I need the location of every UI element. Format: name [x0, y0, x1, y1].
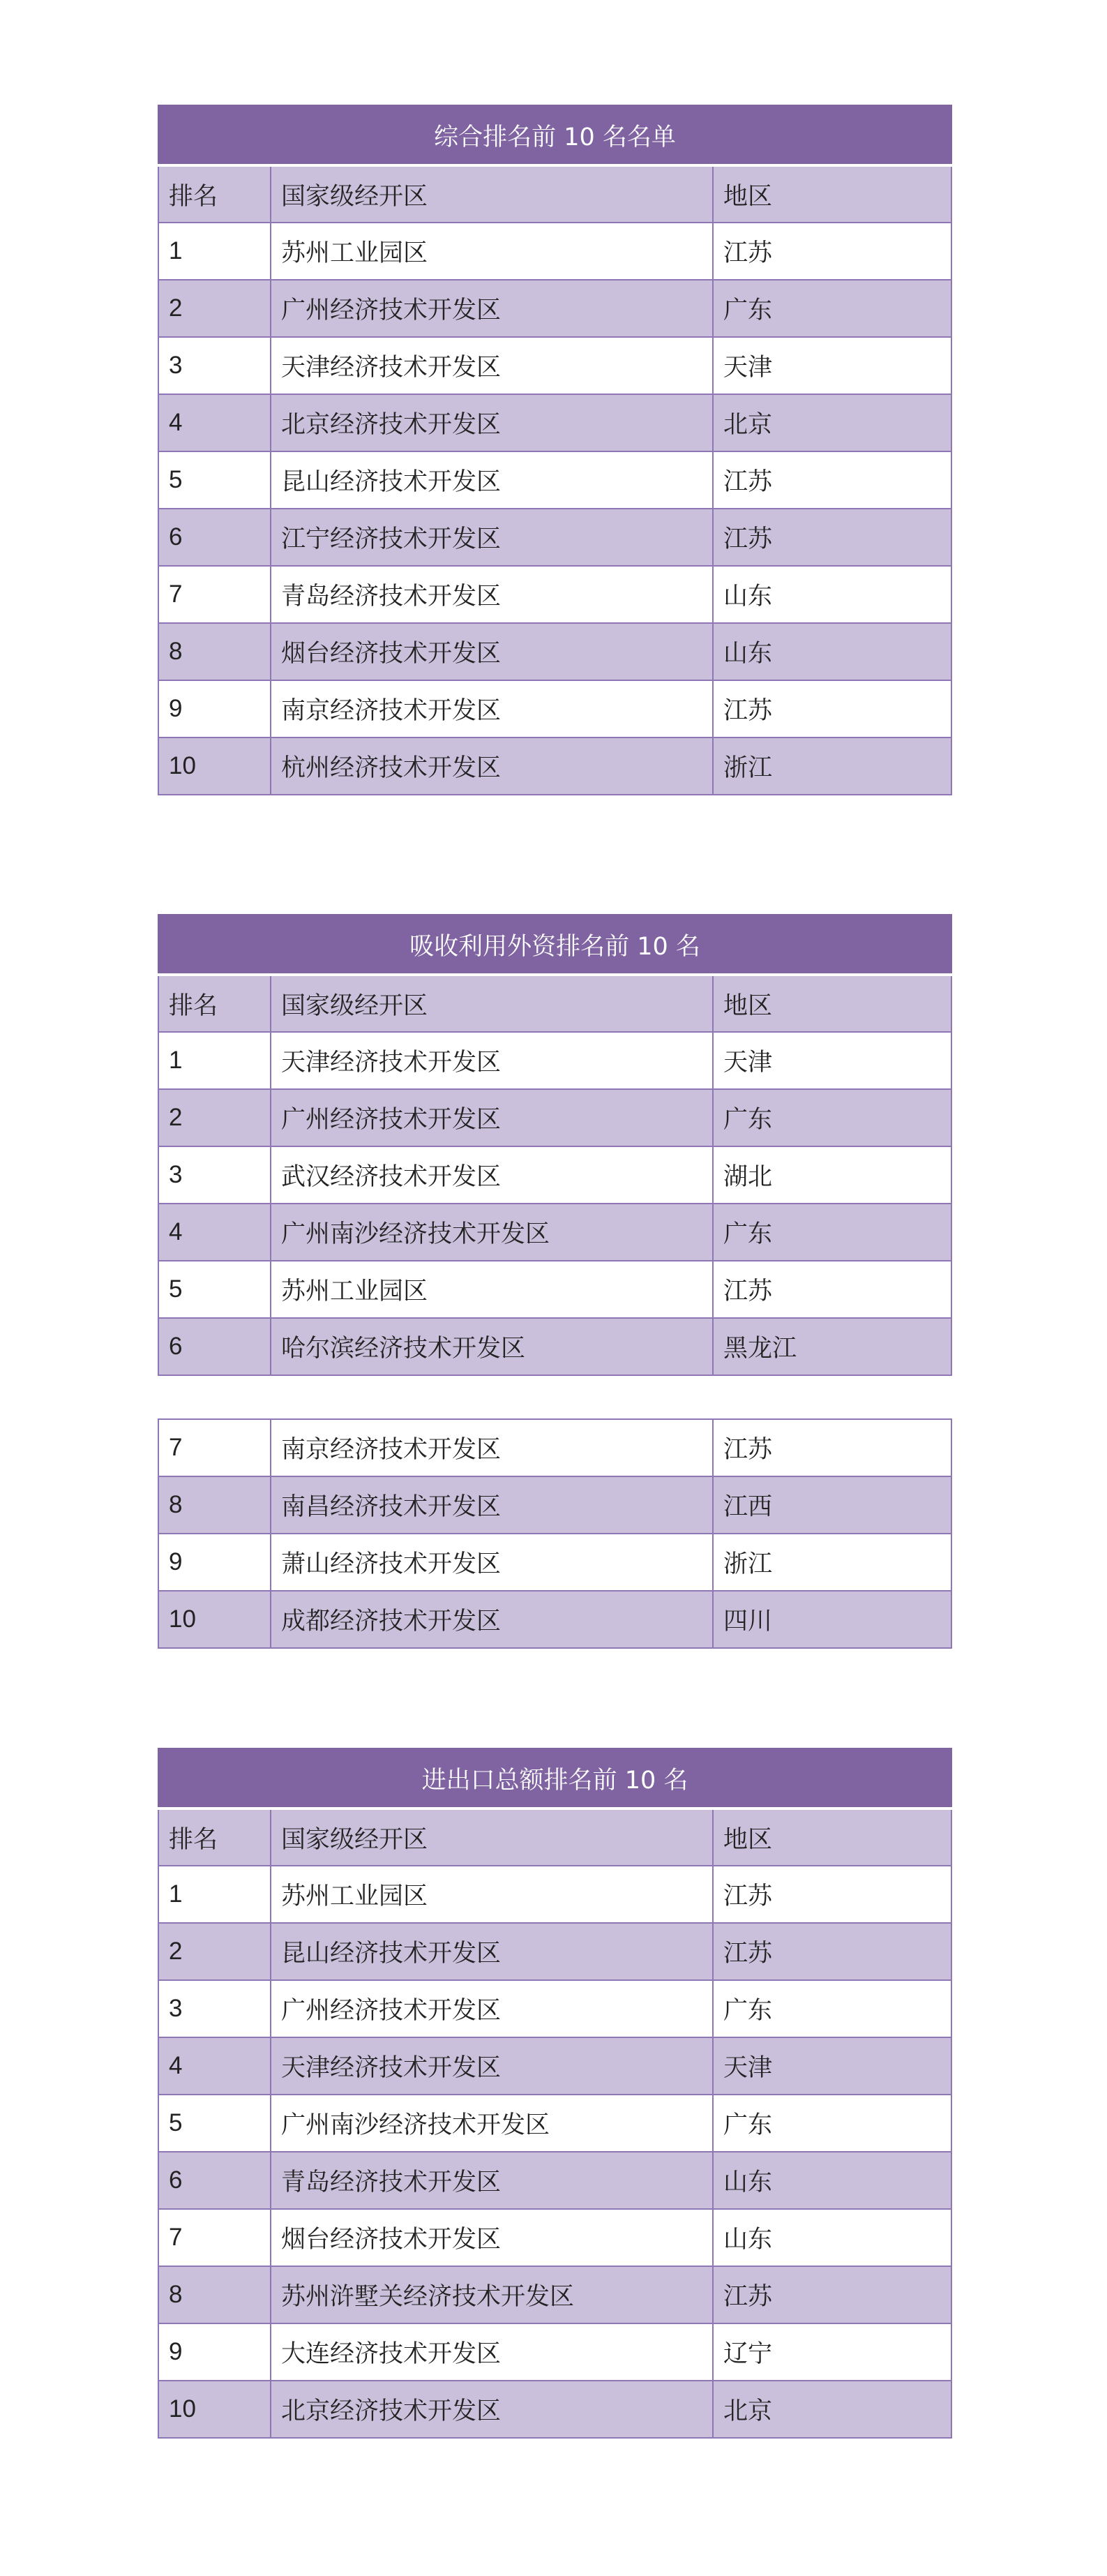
column-header-rank: 排名 — [158, 165, 271, 223]
table-row — [158, 1980, 951, 2037]
table-row — [158, 737, 951, 795]
rank-cell: 9 — [158, 680, 271, 737]
table-row — [158, 223, 951, 280]
zone-name-cell: 大连经济技术开发区 — [271, 2323, 713, 2381]
rank-cell: 5 — [158, 2095, 271, 2152]
zone-name-cell: 江宁经济技术开发区 — [271, 509, 713, 566]
table-header-row — [158, 975, 951, 1032]
rank-cell: 7 — [158, 566, 271, 623]
column-header-rank: 排名 — [158, 1809, 271, 1866]
region-cell: 江西 — [713, 1476, 951, 1534]
table-row — [158, 2323, 951, 2381]
column-header-zone: 国家级经开区 — [271, 165, 713, 223]
region-cell: 广东 — [713, 1980, 951, 2037]
zone-name-cell: 烟台经济技术开发区 — [271, 623, 713, 680]
table-row — [158, 1591, 951, 1648]
column-header-zone: 国家级经开区 — [271, 1809, 713, 1866]
table-row — [158, 1032, 951, 1089]
table-row — [158, 451, 951, 509]
region-cell: 山东 — [713, 2209, 951, 2266]
table-row — [158, 1476, 951, 1534]
zone-name-cell: 广州南沙经济技术开发区 — [271, 2095, 713, 2152]
zone-name-cell: 广州南沙经济技术开发区 — [271, 1204, 713, 1261]
region-cell: 四川 — [713, 1591, 951, 1648]
rank-cell: 5 — [158, 451, 271, 509]
region-cell: 江苏 — [713, 680, 951, 737]
table-row — [158, 1419, 951, 1476]
rank-cell: 10 — [158, 2381, 271, 2438]
column-header-region: 地区 — [713, 1809, 951, 1866]
table-row — [158, 2095, 951, 2152]
table-title: 吸收利用外资排名前 10 名 — [158, 915, 951, 975]
region-cell: 广东 — [713, 2095, 951, 2152]
column-header-region: 地区 — [713, 975, 951, 1032]
table-row — [158, 1923, 951, 1980]
table-row — [158, 680, 951, 737]
rank-cell: 3 — [158, 1146, 271, 1204]
region-cell: 北京 — [713, 2381, 951, 2438]
zone-name-cell: 南昌经济技术开发区 — [271, 1476, 713, 1534]
region-cell: 江苏 — [713, 509, 951, 566]
zone-name-cell: 萧山经济技术开发区 — [271, 1534, 713, 1591]
rank-cell: 1 — [158, 223, 271, 280]
rank-cell: 9 — [158, 2323, 271, 2381]
rank-cell: 9 — [158, 1534, 271, 1591]
zone-name-cell: 杭州经济技术开发区 — [271, 737, 713, 795]
ranking-table-foreign-investment-continued — [158, 1418, 952, 1649]
table-row — [158, 1089, 951, 1146]
table-row — [158, 1534, 951, 1591]
table-row — [158, 1318, 951, 1375]
rank-cell: 2 — [158, 1923, 271, 1980]
region-cell: 山东 — [713, 566, 951, 623]
rank-cell: 4 — [158, 394, 271, 451]
rank-cell: 7 — [158, 2209, 271, 2266]
table-row — [158, 394, 951, 451]
ranking-table-overall — [158, 105, 952, 795]
zone-name-cell: 天津经济技术开发区 — [271, 2037, 713, 2095]
region-cell: 江苏 — [713, 2266, 951, 2323]
rank-cell: 5 — [158, 1261, 271, 1318]
region-cell: 辽宁 — [713, 2323, 951, 2381]
table-row — [158, 280, 951, 337]
zone-name-cell: 北京经济技术开发区 — [271, 2381, 713, 2438]
region-cell: 北京 — [713, 394, 951, 451]
region-cell: 江苏 — [713, 451, 951, 509]
region-cell: 广东 — [713, 1204, 951, 1261]
ranking-table-import-export — [158, 1748, 952, 2439]
zone-name-cell: 苏州工业园区 — [271, 223, 713, 280]
rank-cell: 1 — [158, 1032, 271, 1089]
region-cell: 浙江 — [713, 737, 951, 795]
ranking-table-foreign-investment — [158, 914, 952, 1376]
region-cell: 江苏 — [713, 223, 951, 280]
table-row — [158, 1866, 951, 1923]
column-header-zone: 国家级经开区 — [271, 975, 713, 1032]
table-row — [158, 566, 951, 623]
table-row — [158, 2209, 951, 2266]
zone-name-cell: 北京经济技术开发区 — [271, 394, 713, 451]
region-cell: 天津 — [713, 1032, 951, 1089]
zone-name-cell: 广州经济技术开发区 — [271, 1089, 713, 1146]
rank-cell: 1 — [158, 1866, 271, 1923]
zone-name-cell: 烟台经济技术开发区 — [271, 2209, 713, 2266]
table-header-row — [158, 165, 951, 223]
table-title: 进出口总额排名前 10 名 — [158, 1748, 951, 1809]
rank-cell: 10 — [158, 737, 271, 795]
zone-name-cell: 苏州工业园区 — [271, 1866, 713, 1923]
table-row — [158, 1204, 951, 1261]
zone-name-cell: 天津经济技术开发区 — [271, 337, 713, 394]
zone-name-cell: 南京经济技术开发区 — [271, 680, 713, 737]
table-row — [158, 2266, 951, 2323]
region-cell: 江苏 — [713, 1261, 951, 1318]
region-cell: 广东 — [713, 280, 951, 337]
zone-name-cell: 昆山经济技术开发区 — [271, 1923, 713, 1980]
region-cell: 广东 — [713, 1089, 951, 1146]
table-row — [158, 1261, 951, 1318]
zone-name-cell: 哈尔滨经济技术开发区 — [271, 1318, 713, 1375]
table-row — [158, 623, 951, 680]
table-row — [158, 2381, 951, 2438]
table-header-row — [158, 1809, 951, 1866]
rank-cell: 3 — [158, 337, 271, 394]
region-cell: 天津 — [713, 2037, 951, 2095]
rank-cell: 7 — [158, 1419, 271, 1476]
zone-name-cell: 苏州工业园区 — [271, 1261, 713, 1318]
rank-cell: 8 — [158, 2266, 271, 2323]
table-row — [158, 2037, 951, 2095]
column-header-rank: 排名 — [158, 975, 271, 1032]
region-cell: 浙江 — [713, 1534, 951, 1591]
rank-cell: 4 — [158, 2037, 271, 2095]
region-cell: 江苏 — [713, 1419, 951, 1476]
table-row — [158, 1146, 951, 1204]
rank-cell: 8 — [158, 1476, 271, 1534]
rank-cell: 6 — [158, 509, 271, 566]
region-cell: 黑龙江 — [713, 1318, 951, 1375]
rank-cell: 2 — [158, 1089, 271, 1146]
rank-cell: 6 — [158, 2152, 271, 2209]
region-cell: 山东 — [713, 623, 951, 680]
table-row — [158, 509, 951, 566]
region-cell: 山东 — [713, 2152, 951, 2209]
zone-name-cell: 成都经济技术开发区 — [271, 1591, 713, 1648]
zone-name-cell: 武汉经济技术开发区 — [271, 1146, 713, 1204]
zone-name-cell: 昆山经济技术开发区 — [271, 451, 713, 509]
zone-name-cell: 青岛经济技术开发区 — [271, 2152, 713, 2209]
table-row — [158, 337, 951, 394]
region-cell: 湖北 — [713, 1146, 951, 1204]
zone-name-cell: 广州经济技术开发区 — [271, 280, 713, 337]
region-cell: 天津 — [713, 337, 951, 394]
rank-cell: 8 — [158, 623, 271, 680]
zone-name-cell: 青岛经济技术开发区 — [271, 566, 713, 623]
table-title: 综合排名前 10 名名单 — [158, 105, 951, 165]
zone-name-cell: 天津经济技术开发区 — [271, 1032, 713, 1089]
rank-cell: 2 — [158, 280, 271, 337]
table-row — [158, 2152, 951, 2209]
region-cell: 江苏 — [713, 1923, 951, 1980]
rank-cell: 3 — [158, 1980, 271, 2037]
rank-cell: 10 — [158, 1591, 271, 1648]
region-cell: 江苏 — [713, 1866, 951, 1923]
rank-cell: 4 — [158, 1204, 271, 1261]
rank-cell: 6 — [158, 1318, 271, 1375]
zone-name-cell: 南京经济技术开发区 — [271, 1419, 713, 1476]
zone-name-cell: 苏州浒墅关经济技术开发区 — [271, 2266, 713, 2323]
column-header-region: 地区 — [713, 165, 951, 223]
zone-name-cell: 广州经济技术开发区 — [271, 1980, 713, 2037]
